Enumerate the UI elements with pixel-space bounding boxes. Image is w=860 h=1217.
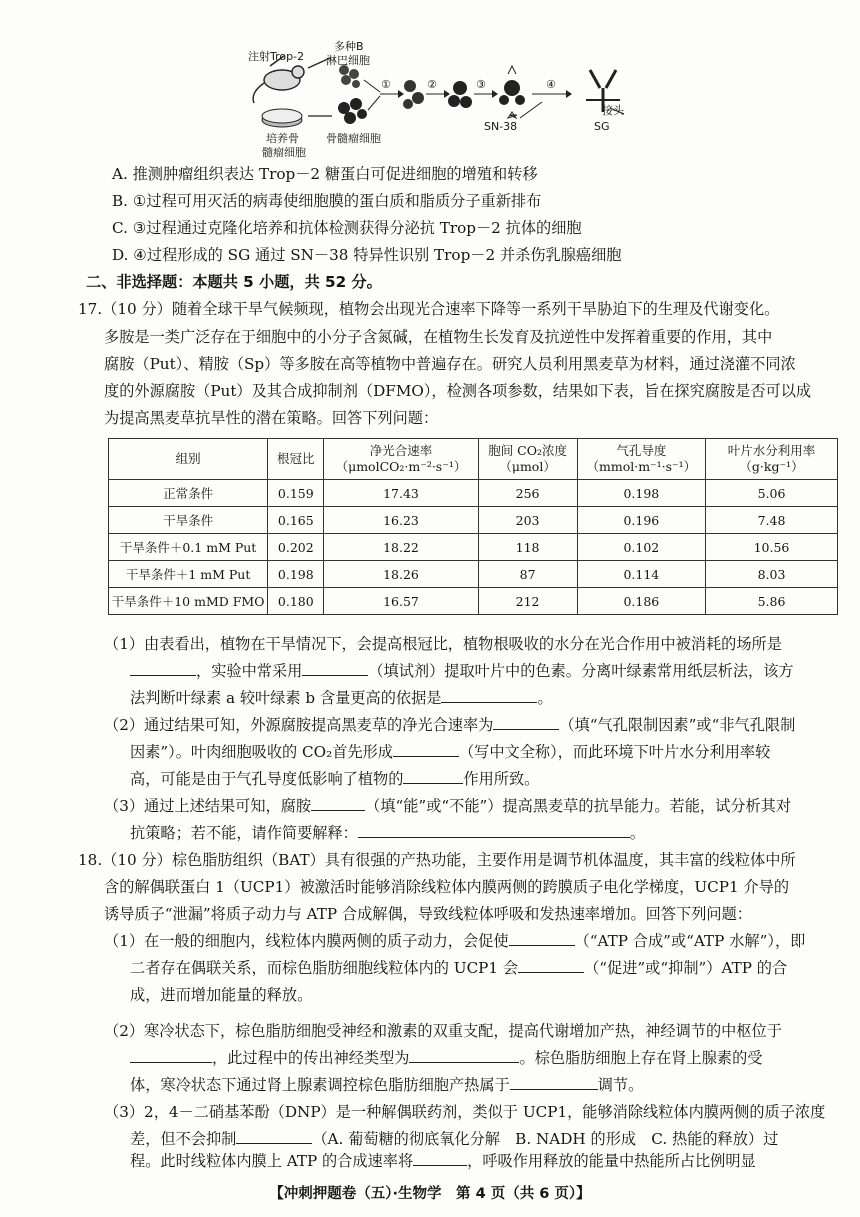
table-cell: 0.202 (268, 534, 324, 561)
q18-p1-line-3: 成，进而增加能量的释放。 (130, 986, 313, 1004)
q18-line-1: 18.（10 分）棕色脂肪组织（BAT）具有很强的产热功能，主要作用是调节机体温度，其丰富的线粒体中所 (78, 851, 796, 869)
table-cell: 正常条件 (109, 480, 268, 507)
th-co2: 胞间 CO₂浓度 （μmol） (478, 439, 577, 480)
myeloma-label: 骨髓瘤细胞 (326, 132, 381, 145)
q18-p3-line-2: 差，但不会抑制 （A. 葡萄糖的彻底氧化分解 B. NADH 的形成 C. 热能的释放）过 (130, 1130, 779, 1148)
q17-p3-line-1: （3）通过上述结果可知，腐胺 （填“能”或“不能”）提高黑麦草的抗旱能力。若能，试分析其对 (104, 797, 792, 815)
table-cell: 0.159 (268, 480, 324, 507)
inject-label: 注射Trop-2 (248, 50, 305, 63)
table-cell: 16.23 (324, 507, 478, 534)
hybridoma-icon (448, 81, 472, 108)
q18-line-2: 含的解偶联蛋白 1（UCP1）被激活时能够消除线粒体内膜两侧的跨膜质子电化学梯度，UCP1 介导的 (104, 878, 790, 896)
table-cell: 8.03 (706, 561, 838, 588)
option-b: B. ①过程可用灭活的病毒使细胞膜的蛋白质和脂质分子重新排布 (112, 192, 542, 210)
linker-label: 接头 (602, 104, 624, 117)
table-cell: 118 (478, 534, 577, 561)
table-cell: 0.198 (577, 480, 705, 507)
table-cell: 0.180 (268, 588, 324, 615)
q18-p2-line-2: ，此过程中的传出神经类型为 。棕色脂肪细胞上存在肾上腺素的受 (130, 1047, 762, 1069)
answer-blank[interactable] (130, 661, 196, 676)
table-cell: 干旱条件＋10 mMD FMO (109, 588, 268, 615)
table-row (109, 534, 838, 561)
section-heading: 二、非选择题：本题共 5 小题，共 52 分。 (86, 273, 382, 291)
table-cell: 0.186 (577, 588, 705, 615)
myeloma-cells-icon (338, 98, 367, 124)
step4-label: ④ (546, 78, 556, 91)
th-net-photo: 净光合速率 （μmolCO₂·m⁻²·s⁻¹） (324, 439, 478, 480)
bcell-label-2: 淋巴细胞 (326, 54, 370, 67)
option-d: D. ④过程形成的 SG 通过 SN－38 特异性识别 Trop－2 并杀伤乳腺癌细胞 (112, 246, 622, 264)
table-cell: 10.56 (706, 534, 838, 561)
q17-p1-line-3: 法判断叶绿素 a 较叶绿素 b 含量更高的依据是 。 (130, 689, 553, 707)
sn38-molecule-icon (508, 102, 542, 118)
answer-blank[interactable] (409, 1048, 519, 1063)
table-row (109, 588, 838, 615)
table-cell: 212 (478, 588, 577, 615)
petri-dish-icon (262, 109, 302, 127)
table-cell: 87 (478, 561, 577, 588)
q17-p3-line-2: 抗策略；若不能，请作简要解释： 。 (130, 824, 645, 842)
q18-p1-line-1: （1）在一般的细胞内，线粒体内膜两侧的质子动力，会促使 （“ATP 合成”或“ATP 水解”），即 (104, 932, 806, 950)
q18-p3-line-3: 程。此时线粒体内膜上 ATP 的合成速率将 ，呼吸作用释放的能量中热能所占比例明显 (130, 1152, 756, 1170)
b-cells-icon (339, 65, 360, 88)
q17-p1-line-1: （1）由表看出，植物在干旱情况下，会提高根冠比，植物根吸收的水分在光合作用中被消耗的场所是 (104, 635, 782, 653)
q17-line-3: 腐胺（Put）、精胺（Sp）等多胺在高等植物中普遍存在。研究人员利用黑麦草为材料，通过浇灌不同浓 (104, 355, 796, 373)
bcell-label-1: 多种B (334, 40, 364, 53)
table-cell: 203 (478, 507, 577, 534)
q17-line-2: 多胺是一类广泛存在于细胞中的小分子含氮碱，在植物生长发育及抗逆性中发挥着重要的作用，其中 (104, 328, 773, 346)
answer-blank[interactable] (441, 688, 537, 703)
table-cell: 干旱条件 (109, 507, 268, 534)
q17-p2-line-1: （2）通过结果可知，外源腐胺提高黑麦草的净光合速率为 （填“气孔限制因素”或“非气孔限制 (104, 716, 796, 734)
step2-label: ② (427, 78, 437, 91)
answer-blank[interactable] (510, 1075, 598, 1090)
th-stomatal: 气孔导度 （mmol·m⁻¹·s⁻¹） (577, 439, 705, 480)
table-cell: 干旱条件＋1 mM Put (109, 561, 268, 588)
q18-p1-line-2: 二者存在偶联关系，而棕色脂肪细胞线粒体内的 UCP1 会 （“促进”或“抑制”）ATP 的合 (130, 959, 788, 977)
table-cell: 16.57 (324, 588, 478, 615)
q18-p3-line-1: （3）2，4－二硝基苯酚（DNP）是一种解偶联药剂，类似于 UCP1，能够消除线粒体内膜两侧的质子浓度 (104, 1103, 826, 1121)
answer-blank[interactable] (509, 931, 575, 946)
th-group: 组别 (109, 439, 268, 480)
culture-label-1: 培养骨 (266, 132, 299, 145)
table-row (109, 507, 838, 534)
th-water-use: 叶片水分利用率 （g·kg⁻¹） (706, 439, 838, 480)
table-cell: 0.114 (577, 561, 705, 588)
answer-blank[interactable] (130, 1048, 212, 1063)
q18-p2-line-3: 体，寒冷状态下通过肾上腺素调控棕色脂肪细胞产热属于 调节。 (130, 1076, 644, 1094)
q17-line-5: 为提高黑麦草抗旱性的潜在策略。回答下列问题： (104, 409, 439, 427)
table-cell: 0.198 (268, 561, 324, 588)
table-row (109, 480, 838, 507)
answer-blank[interactable] (518, 958, 584, 973)
sg-label: SG (594, 120, 610, 133)
table-cell: 0.102 (577, 534, 705, 561)
answer-blank[interactable] (493, 715, 559, 730)
answer-blank[interactable] (311, 796, 365, 811)
q17-data-table (108, 438, 838, 615)
option-c: C. ③过程通过克隆化培养和抗体检测获得分泌抗 Trop－2 抗体的细胞 (112, 219, 582, 237)
q17-p1-line-2: ，实验中常采用 （填试剂）提取叶片中的色素。分离叶绿素常用纸层析法，该方 (130, 660, 794, 682)
table-cell: 18.26 (324, 561, 478, 588)
step1-label: ① (381, 78, 391, 91)
q18-p2-line-1: （2）寒冷状态下，棕色脂肪细胞受神经和激素的双重支配，提高代谢增加产热，神经调节的中枢位于 (104, 1022, 782, 1040)
q17-p2-line-3: 高，可能是由于气孔导度低影响了植物的 作用所致。 (130, 770, 540, 788)
table-cell: 18.22 (324, 534, 478, 561)
table-row (109, 561, 838, 588)
answer-blank[interactable] (358, 823, 630, 838)
table-cell: 5.06 (706, 480, 838, 507)
q17-line-1: 17.（10 分）随着全球干旱气候频现，植物会出现光合速率下降等一系列干旱胁迫下的生理及代谢变化。 (78, 300, 780, 318)
fused-cells-icon (403, 80, 424, 109)
table-cell: 干旱条件＋0.1 mM Put (109, 534, 268, 561)
option-a: A. 推测肿瘤组织表达 Trop－2 糖蛋白可促进细胞的增殖和转移 (112, 165, 538, 183)
table-cell: 256 (478, 480, 577, 507)
antibody-process-figure (240, 8, 630, 158)
answer-blank[interactable] (302, 661, 368, 676)
table-cell: 0.196 (577, 507, 705, 534)
th-root-shoot: 根冠比 (268, 439, 324, 480)
sn38-label: SN-38 (484, 120, 518, 133)
table-cell: 0.165 (268, 507, 324, 534)
culture-label-2: 髓瘤细胞 (262, 146, 306, 159)
q18-line-3: 诱导质子“泄漏”将质子动力与 ATP 合成解偶，导致线粒体呼吸和发热速率增加。回答下列问题： (104, 905, 752, 923)
antibody-cell-icon (499, 66, 525, 105)
table-cell: 17.43 (324, 480, 478, 507)
table-cell: 7.48 (706, 507, 838, 534)
q17-line-4: 度的外源腐胺（Put）及其合成抑制剂（DFMO），检测各项参数，结果如下表，旨在探究腐胺是否可以成 (104, 382, 812, 400)
table-header-row (109, 439, 838, 480)
q17-p2-line-2: 因素”）。叶肉细胞吸收的 CO₂首先形成 （写中文全称），而此环境下叶片水分利用率较 (130, 743, 771, 761)
answer-blank[interactable] (413, 1151, 467, 1166)
table-cell: 5.86 (706, 588, 838, 615)
answer-blank[interactable] (236, 1129, 312, 1144)
step3-label: ③ (476, 78, 486, 91)
answer-blank[interactable] (403, 769, 463, 784)
answer-blank[interactable] (393, 742, 459, 757)
page-footer: 【冲刺押题卷（五）·生物学 第 4 页（共 6 页）】 (269, 1186, 591, 1202)
